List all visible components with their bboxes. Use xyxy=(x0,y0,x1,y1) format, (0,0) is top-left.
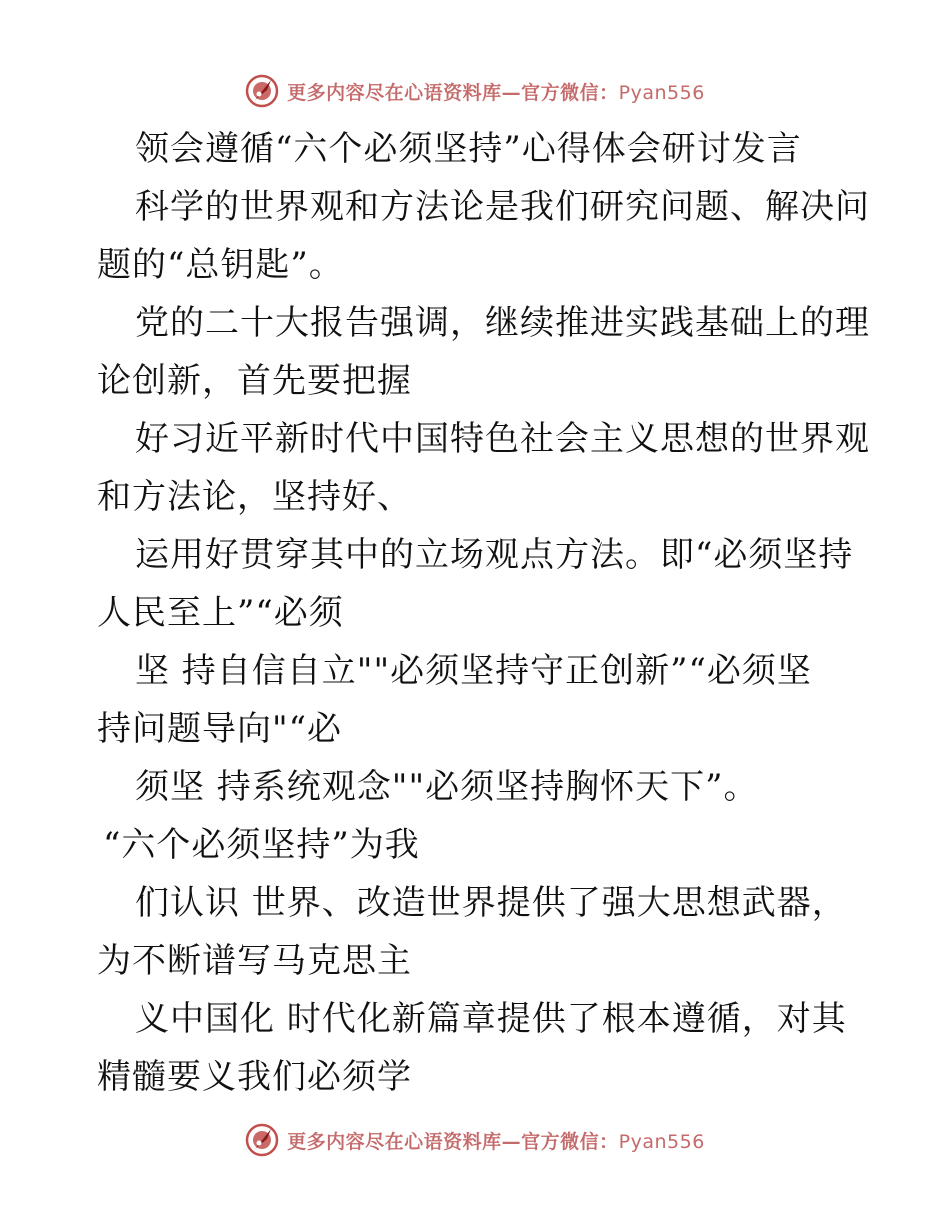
header-banner xyxy=(0,71,950,111)
text-line: 人民至上”“必须 xyxy=(97,593,344,633)
wechat-id: Pyan556 xyxy=(618,81,705,104)
text-line: 好习近平新时代中国特色社会主义思想的世界观 xyxy=(135,419,870,459)
text-line: 党的二十大报告强调，继续推进实践基础上的理 xyxy=(135,303,870,343)
text-line: 运用好贯穿其中的立场观点方法。即“必须坚持 xyxy=(135,535,854,575)
footer-banner xyxy=(0,1120,950,1160)
text-line: 题的“总钥匙”。 xyxy=(97,245,344,285)
text-line: 科学的世界观和方法论是我们研究问题、解决问 xyxy=(135,187,870,227)
text-line: 为不断谱写马克思主 xyxy=(97,941,412,981)
text-line: 坚 持自信自立""必须坚持守正创新”“必须坚 xyxy=(135,651,812,691)
wechat-id: Pyan556 xyxy=(618,1130,705,1153)
banner-text: 更多内容尽在心语资料库—官方微信：Pyan556 xyxy=(287,1130,705,1153)
document-title: 领会遵循“六个必须坚持”心得体会研讨发言 xyxy=(135,129,802,169)
text-line: 精髓要义我们必须学 xyxy=(97,1057,412,1097)
text-line: 们认识 世界、改造世界提供了强大思想武器， xyxy=(135,883,847,923)
text-line: “六个必须坚持”为我 xyxy=(103,825,420,865)
quill-logo-icon xyxy=(245,1123,279,1157)
text-line: 义中国化 时代化新篇章提供了根本遵循，对其 xyxy=(135,999,847,1039)
text-line: 持问题导向"“必 xyxy=(97,709,343,749)
document-body xyxy=(97,120,870,1106)
text-line: 须坚 持系统观念""必须坚持胸怀天下”。 xyxy=(135,767,759,807)
text-line: 论创新，首先要把握 xyxy=(97,361,412,401)
banner-text: 更多内容尽在心语资料库—官方微信：Pyan556 xyxy=(287,81,705,104)
quill-logo-icon xyxy=(245,74,279,108)
text-line: 和方法论，坚持好、 xyxy=(97,477,412,517)
